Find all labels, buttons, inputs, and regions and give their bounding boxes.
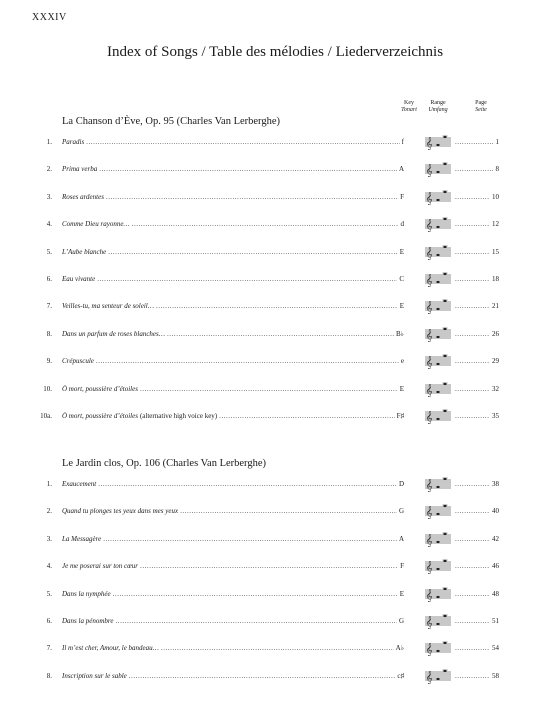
song-range bbox=[425, 558, 451, 574]
song-page: 15 bbox=[492, 247, 499, 256]
song-range bbox=[425, 271, 451, 287]
dot-leader bbox=[129, 672, 396, 680]
song-key: E bbox=[399, 589, 404, 598]
dot-leader bbox=[455, 617, 489, 625]
song-title-cell bbox=[62, 535, 404, 543]
song-title: Exaucement bbox=[62, 480, 97, 488]
dot-leader bbox=[106, 193, 398, 201]
svg-text:𝄞: 𝄞 bbox=[425, 246, 433, 260]
vocal-range-staff-icon bbox=[425, 381, 451, 397]
song-row bbox=[0, 640, 550, 656]
song-row bbox=[0, 558, 550, 574]
svg-text:𝄞: 𝄞 bbox=[425, 533, 433, 547]
range-column-header bbox=[424, 100, 452, 114]
range-header-label-de: Umfang bbox=[428, 107, 448, 113]
song-page-cell bbox=[455, 412, 499, 420]
song-page-cell bbox=[455, 672, 499, 680]
dot-leader bbox=[455, 220, 489, 228]
song-page-cell bbox=[455, 330, 499, 338]
svg-text:𝄞: 𝄞 bbox=[425, 355, 433, 370]
dot-leader bbox=[455, 357, 489, 365]
song-key: A bbox=[398, 165, 404, 174]
vocal-range-staff-icon bbox=[425, 134, 451, 150]
song-key: A♭ bbox=[395, 644, 404, 653]
song-title-cell bbox=[62, 644, 404, 652]
page-title: Index of Songs / Table des mélodies / Liederverzeichnis bbox=[106, 44, 444, 60]
key-header-label: Key bbox=[404, 100, 414, 106]
dot-leader bbox=[113, 590, 398, 598]
song-page: 1 bbox=[495, 138, 499, 146]
song-title: Roses ardentes bbox=[62, 192, 104, 201]
song-row bbox=[0, 503, 550, 519]
song-number: 3. bbox=[46, 192, 52, 201]
song-number: 3. bbox=[46, 534, 52, 543]
svg-text:𝄞: 𝄞 bbox=[425, 478, 433, 492]
svg-text:𝄞: 𝄞 bbox=[425, 328, 433, 342]
song-page-cell bbox=[455, 193, 499, 201]
song-range bbox=[425, 531, 451, 547]
vocal-range-staff-icon bbox=[425, 476, 451, 492]
dot-leader bbox=[140, 562, 398, 570]
song-row bbox=[0, 668, 550, 684]
song-row bbox=[0, 161, 550, 177]
song-row bbox=[0, 134, 550, 150]
song-title-cell bbox=[62, 357, 404, 365]
dot-leader bbox=[103, 535, 397, 543]
dot-leader bbox=[455, 590, 489, 598]
dot-leader bbox=[108, 248, 397, 256]
song-row bbox=[0, 531, 550, 547]
song-key: d bbox=[400, 220, 404, 229]
song-title: Eau vivante bbox=[62, 275, 96, 283]
song-page: 8 bbox=[495, 165, 499, 174]
song-range bbox=[425, 381, 451, 397]
range-header-label: Range bbox=[430, 100, 446, 106]
song-page-cell bbox=[455, 480, 499, 488]
svg-text:𝄞: 𝄞 bbox=[425, 191, 433, 205]
song-range bbox=[425, 476, 451, 492]
svg-text:𝄞: 𝄞 bbox=[425, 588, 433, 602]
song-title: L’Aube blanche bbox=[62, 247, 107, 256]
song-range bbox=[425, 298, 451, 314]
song-page-cell bbox=[455, 248, 499, 256]
song-key: E bbox=[399, 247, 404, 256]
song-key: B♭ bbox=[396, 329, 404, 338]
dot-leader bbox=[455, 193, 489, 201]
song-number: 5. bbox=[46, 247, 52, 256]
song-number: 1. bbox=[46, 480, 52, 488]
song-title-cell bbox=[62, 330, 404, 338]
song-page-cell bbox=[455, 220, 499, 228]
vocal-range-staff-icon bbox=[425, 531, 451, 547]
song-title: Ô mort, poussière d’étoiles bbox=[62, 384, 138, 393]
song-row bbox=[0, 586, 550, 602]
dot-leader bbox=[455, 507, 489, 515]
song-title: Je me poserai sur ton cœur bbox=[62, 562, 139, 571]
song-key: c♯ bbox=[397, 671, 404, 680]
song-range bbox=[425, 640, 451, 656]
dot-leader bbox=[455, 302, 489, 310]
vocal-range-staff-icon bbox=[425, 161, 451, 177]
vocal-range-staff-icon bbox=[425, 189, 451, 205]
song-page: 18 bbox=[492, 275, 499, 283]
vocal-range-staff-icon bbox=[425, 613, 451, 629]
svg-text:𝄞: 𝄞 bbox=[425, 560, 433, 575]
song-row bbox=[0, 381, 550, 397]
song-key: G bbox=[398, 507, 404, 516]
section-heading: La Chanson d’Ève, Op. 95 (Charles Van Lerberghe) bbox=[62, 116, 281, 127]
svg-text:𝄞: 𝄞 bbox=[425, 218, 433, 233]
song-number: 2. bbox=[46, 165, 52, 174]
song-page: 40 bbox=[492, 507, 499, 516]
dot-leader bbox=[156, 302, 398, 310]
song-page: 26 bbox=[492, 329, 499, 338]
song-page: 21 bbox=[492, 302, 499, 311]
dot-leader bbox=[219, 412, 394, 420]
dot-leader bbox=[115, 617, 396, 625]
song-page: 58 bbox=[492, 671, 499, 680]
song-page: 46 bbox=[492, 562, 499, 571]
song-title-cell bbox=[62, 275, 404, 283]
song-title-cell bbox=[62, 590, 404, 598]
song-title: La Messagère bbox=[62, 534, 102, 543]
song-page-cell bbox=[455, 590, 499, 598]
song-row bbox=[0, 298, 550, 314]
vocal-range-staff-icon bbox=[425, 216, 451, 232]
song-page-cell bbox=[455, 302, 499, 310]
song-page: 38 bbox=[492, 480, 499, 488]
vocal-range-staff-icon bbox=[425, 326, 451, 342]
song-key: E bbox=[399, 384, 404, 393]
song-range bbox=[425, 668, 451, 684]
page-header-label-de: Seite bbox=[475, 107, 487, 113]
vocal-range-staff-icon bbox=[425, 558, 451, 574]
dot-leader bbox=[97, 275, 397, 283]
song-range bbox=[425, 244, 451, 260]
song-title: Dans la pénombre bbox=[62, 617, 114, 625]
song-page-cell bbox=[455, 644, 499, 652]
song-title: Ô mort, poussière d’étoiles bbox=[62, 412, 138, 420]
song-row bbox=[0, 271, 550, 287]
song-title-cell bbox=[62, 165, 404, 173]
svg-text:𝄞: 𝄞 bbox=[425, 273, 433, 287]
song-page: 54 bbox=[492, 644, 499, 653]
svg-text:𝄞: 𝄞 bbox=[425, 383, 433, 397]
song-title: Dans un parfum de roses blanches… bbox=[62, 329, 165, 338]
song-page-cell bbox=[455, 617, 499, 625]
song-title: Comme Dieu rayonne… bbox=[62, 220, 130, 229]
song-title-cell bbox=[62, 220, 404, 228]
song-number: 6. bbox=[46, 617, 52, 625]
song-page: 51 bbox=[492, 617, 499, 625]
dot-leader bbox=[98, 480, 397, 488]
dot-leader bbox=[99, 165, 397, 173]
page-header-label: Page bbox=[475, 100, 487, 106]
dot-leader bbox=[455, 138, 493, 146]
song-row bbox=[0, 476, 550, 492]
vocal-range-staff-icon bbox=[425, 408, 451, 424]
song-row bbox=[0, 353, 550, 369]
song-range bbox=[425, 326, 451, 342]
song-page-cell bbox=[455, 138, 499, 146]
vocal-range-staff-icon bbox=[425, 503, 451, 519]
svg-text:𝄞: 𝄞 bbox=[425, 615, 433, 629]
song-key: E bbox=[399, 302, 404, 311]
song-page: 35 bbox=[492, 412, 499, 420]
song-key: D bbox=[398, 480, 404, 488]
song-title: Inscription sur le sable bbox=[62, 671, 127, 680]
song-number: 1. bbox=[46, 138, 52, 146]
song-number: 7. bbox=[46, 644, 52, 653]
vocal-range-staff-icon bbox=[425, 668, 451, 684]
song-page: 29 bbox=[492, 357, 499, 366]
song-range bbox=[425, 503, 451, 519]
song-page-cell bbox=[455, 357, 499, 365]
song-page-cell bbox=[455, 275, 499, 283]
song-page: 10 bbox=[492, 192, 499, 201]
song-number: 4. bbox=[46, 220, 52, 229]
song-page-cell bbox=[455, 535, 499, 543]
song-number: 4. bbox=[46, 562, 52, 571]
song-title-cell bbox=[62, 302, 404, 310]
song-title: Quand tu plonges tes yeux dans mes yeux bbox=[62, 507, 179, 516]
vocal-range-staff-icon bbox=[425, 244, 451, 260]
dot-leader bbox=[455, 535, 489, 543]
song-number: 7. bbox=[46, 302, 52, 311]
song-page: 12 bbox=[492, 220, 499, 229]
dot-leader bbox=[140, 385, 398, 393]
song-range bbox=[425, 189, 451, 205]
dot-leader bbox=[86, 138, 399, 146]
song-page: 32 bbox=[492, 384, 499, 393]
song-title: Crépuscule bbox=[62, 357, 94, 366]
song-title-cell bbox=[62, 617, 404, 625]
song-title-cell bbox=[62, 480, 404, 488]
song-title-cell bbox=[62, 672, 404, 680]
song-range bbox=[425, 216, 451, 232]
page-column-header bbox=[470, 100, 492, 114]
key-header-label-de: Tonart bbox=[401, 107, 417, 113]
vocal-range-staff-icon bbox=[425, 353, 451, 369]
dot-leader bbox=[455, 275, 489, 283]
song-title-cell bbox=[62, 248, 404, 256]
song-row bbox=[0, 326, 550, 342]
song-range bbox=[425, 613, 451, 629]
song-title-cell bbox=[62, 138, 404, 146]
song-key: e bbox=[400, 357, 404, 366]
song-page: 42 bbox=[492, 534, 499, 543]
song-page: 48 bbox=[492, 589, 499, 598]
song-number: 10a. bbox=[40, 412, 52, 420]
dot-leader bbox=[180, 507, 397, 515]
song-number: 10. bbox=[43, 384, 52, 393]
section-heading: Le Jardin clos, Op. 106 (Charles Van Lerberghe) bbox=[62, 458, 267, 469]
song-title-cell bbox=[62, 507, 404, 515]
vocal-range-staff-icon bbox=[425, 586, 451, 602]
song-key: C bbox=[399, 275, 404, 283]
song-page-cell bbox=[455, 385, 499, 393]
dot-leader bbox=[455, 385, 489, 393]
song-range bbox=[425, 586, 451, 602]
song-key: G bbox=[398, 617, 404, 625]
dot-leader bbox=[455, 562, 489, 570]
svg-text:𝄞: 𝄞 bbox=[425, 670, 433, 684]
svg-text:𝄞: 𝄞 bbox=[425, 300, 433, 315]
song-key: A bbox=[398, 534, 404, 543]
dot-leader bbox=[455, 165, 493, 173]
song-title-cell bbox=[62, 193, 404, 201]
song-row bbox=[0, 189, 550, 205]
song-number: 8. bbox=[46, 329, 52, 338]
song-key: F bbox=[400, 562, 404, 571]
dot-leader bbox=[455, 412, 489, 420]
svg-text:𝄞: 𝄞 bbox=[425, 136, 433, 150]
vocal-range-staff-icon bbox=[425, 271, 451, 287]
song-key: F♯ bbox=[396, 412, 404, 420]
dot-leader bbox=[455, 248, 489, 256]
song-note: (alternative high voice key) bbox=[139, 412, 218, 420]
song-row bbox=[0, 613, 550, 629]
dot-leader bbox=[455, 644, 489, 652]
song-number: 8. bbox=[46, 671, 52, 680]
page-number: XXXIV bbox=[32, 12, 67, 23]
song-row bbox=[0, 408, 550, 424]
dot-leader bbox=[132, 220, 399, 228]
song-range bbox=[425, 161, 451, 177]
song-number: 2. bbox=[46, 507, 52, 516]
song-page-cell bbox=[455, 562, 499, 570]
song-title-cell bbox=[62, 562, 404, 570]
song-number: 5. bbox=[46, 589, 52, 598]
song-row bbox=[0, 244, 550, 260]
svg-text:𝄞: 𝄞 bbox=[425, 642, 433, 657]
song-title: Dans la nymphée bbox=[62, 589, 111, 598]
song-range bbox=[425, 408, 451, 424]
dot-leader bbox=[455, 330, 489, 338]
dot-leader bbox=[455, 672, 489, 680]
song-range bbox=[425, 353, 451, 369]
song-title: Veilles-tu, ma senteur de soleil… bbox=[62, 302, 154, 311]
song-title-cell bbox=[62, 412, 404, 420]
song-page-cell bbox=[455, 165, 499, 173]
song-key: f bbox=[401, 138, 404, 146]
song-number: 6. bbox=[46, 275, 52, 283]
vocal-range-staff-icon bbox=[425, 298, 451, 314]
svg-text:𝄞: 𝄞 bbox=[425, 505, 433, 520]
song-title-cell bbox=[62, 385, 404, 393]
song-key: F bbox=[400, 192, 404, 201]
song-title: Paradis bbox=[62, 138, 85, 146]
song-row bbox=[0, 216, 550, 232]
svg-text:𝄞: 𝄞 bbox=[425, 410, 433, 424]
dot-leader bbox=[167, 330, 394, 338]
key-column-header bbox=[398, 100, 420, 114]
song-number: 9. bbox=[46, 357, 52, 366]
dot-leader bbox=[455, 480, 489, 488]
vocal-range-staff-icon bbox=[425, 640, 451, 656]
song-range bbox=[425, 134, 451, 150]
svg-text:𝄞: 𝄞 bbox=[425, 163, 433, 178]
dot-leader bbox=[161, 644, 394, 652]
song-title: Prima verba bbox=[62, 165, 98, 174]
song-page-cell bbox=[455, 507, 499, 515]
song-title: Il m’est cher, Amour, le bandeau… bbox=[62, 644, 159, 653]
dot-leader bbox=[96, 357, 399, 365]
